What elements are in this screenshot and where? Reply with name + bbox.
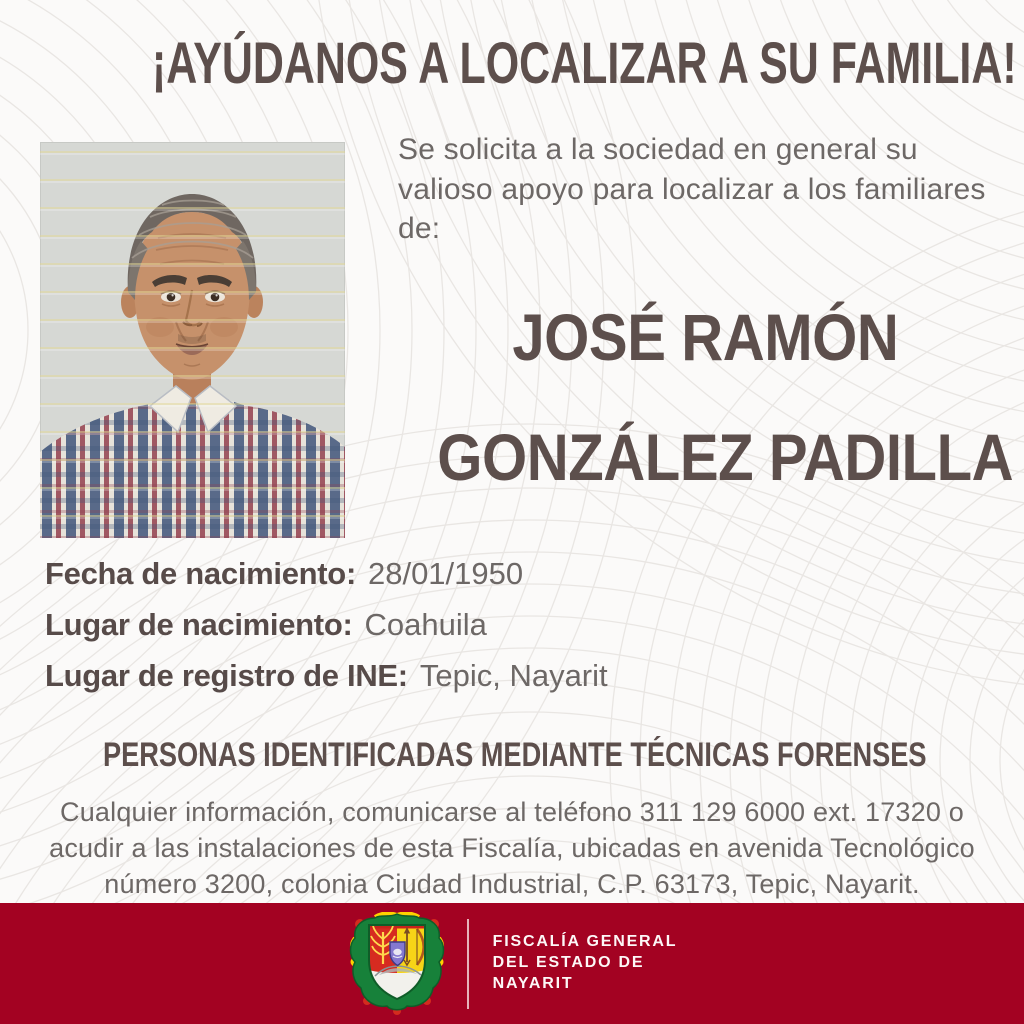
footer-divider — [467, 919, 469, 1009]
section-heading-text: PERSONAS IDENTIFICADAS MEDIANTE TÉCNICAS FORENSES — [102, 736, 927, 774]
org-name-line2: DEL ESTADO DE — [492, 954, 645, 972]
contact-text: Cualquier información, comunicarse al teléfono 311 129 6000 ext. 17320 o acudir a las instalaciones de esta Fiscalía, ubicadas en avenida Tecnológico número 3200, colonia Ciudad Industrial, C.P. 63173, Tepic, Nayarit. — [49, 797, 975, 899]
poster-headline — [0, 30, 1024, 97]
field-birth-date — [45, 556, 608, 592]
nayarit-coat-of-arms-icon — [347, 912, 447, 1016]
field-birth-place — [45, 607, 608, 643]
person-name-line2: GONZÁLEZ PADILLA — [437, 419, 1014, 494]
field-ine-registry — [45, 658, 608, 694]
field-value: Tepic, Nayarit — [419, 658, 608, 693]
section-heading — [0, 736, 1024, 775]
field-label: Lugar de registro de INE: — [45, 658, 408, 693]
field-value: Coahuila — [364, 607, 487, 642]
footer-bar — [0, 903, 1024, 1024]
person-name-line1: JOSÉ RAMÓN — [511, 299, 899, 374]
person-name — [398, 299, 1012, 495]
org-name-line1: FISCALÍA GENERAL — [492, 933, 678, 951]
missing-person-photo — [40, 142, 345, 538]
poster-right-column — [398, 130, 1012, 495]
org-name — [493, 932, 678, 994]
field-label: Lugar de nacimiento: — [45, 607, 353, 642]
org-name-line3: NAYARIT — [492, 974, 574, 992]
contact-info — [42, 795, 982, 903]
field-value: 28/01/1950 — [367, 556, 524, 591]
intro-text: Se solicita a la sociedad en general su valioso apoyo para localizar a los familiares de: — [398, 133, 986, 246]
person-details — [45, 556, 608, 709]
field-label: Fecha de nacimiento: — [45, 556, 356, 591]
headline-text: ¡AYÚDANOS A LOCALIZAR A SU FAMILIA! — [151, 31, 1017, 96]
